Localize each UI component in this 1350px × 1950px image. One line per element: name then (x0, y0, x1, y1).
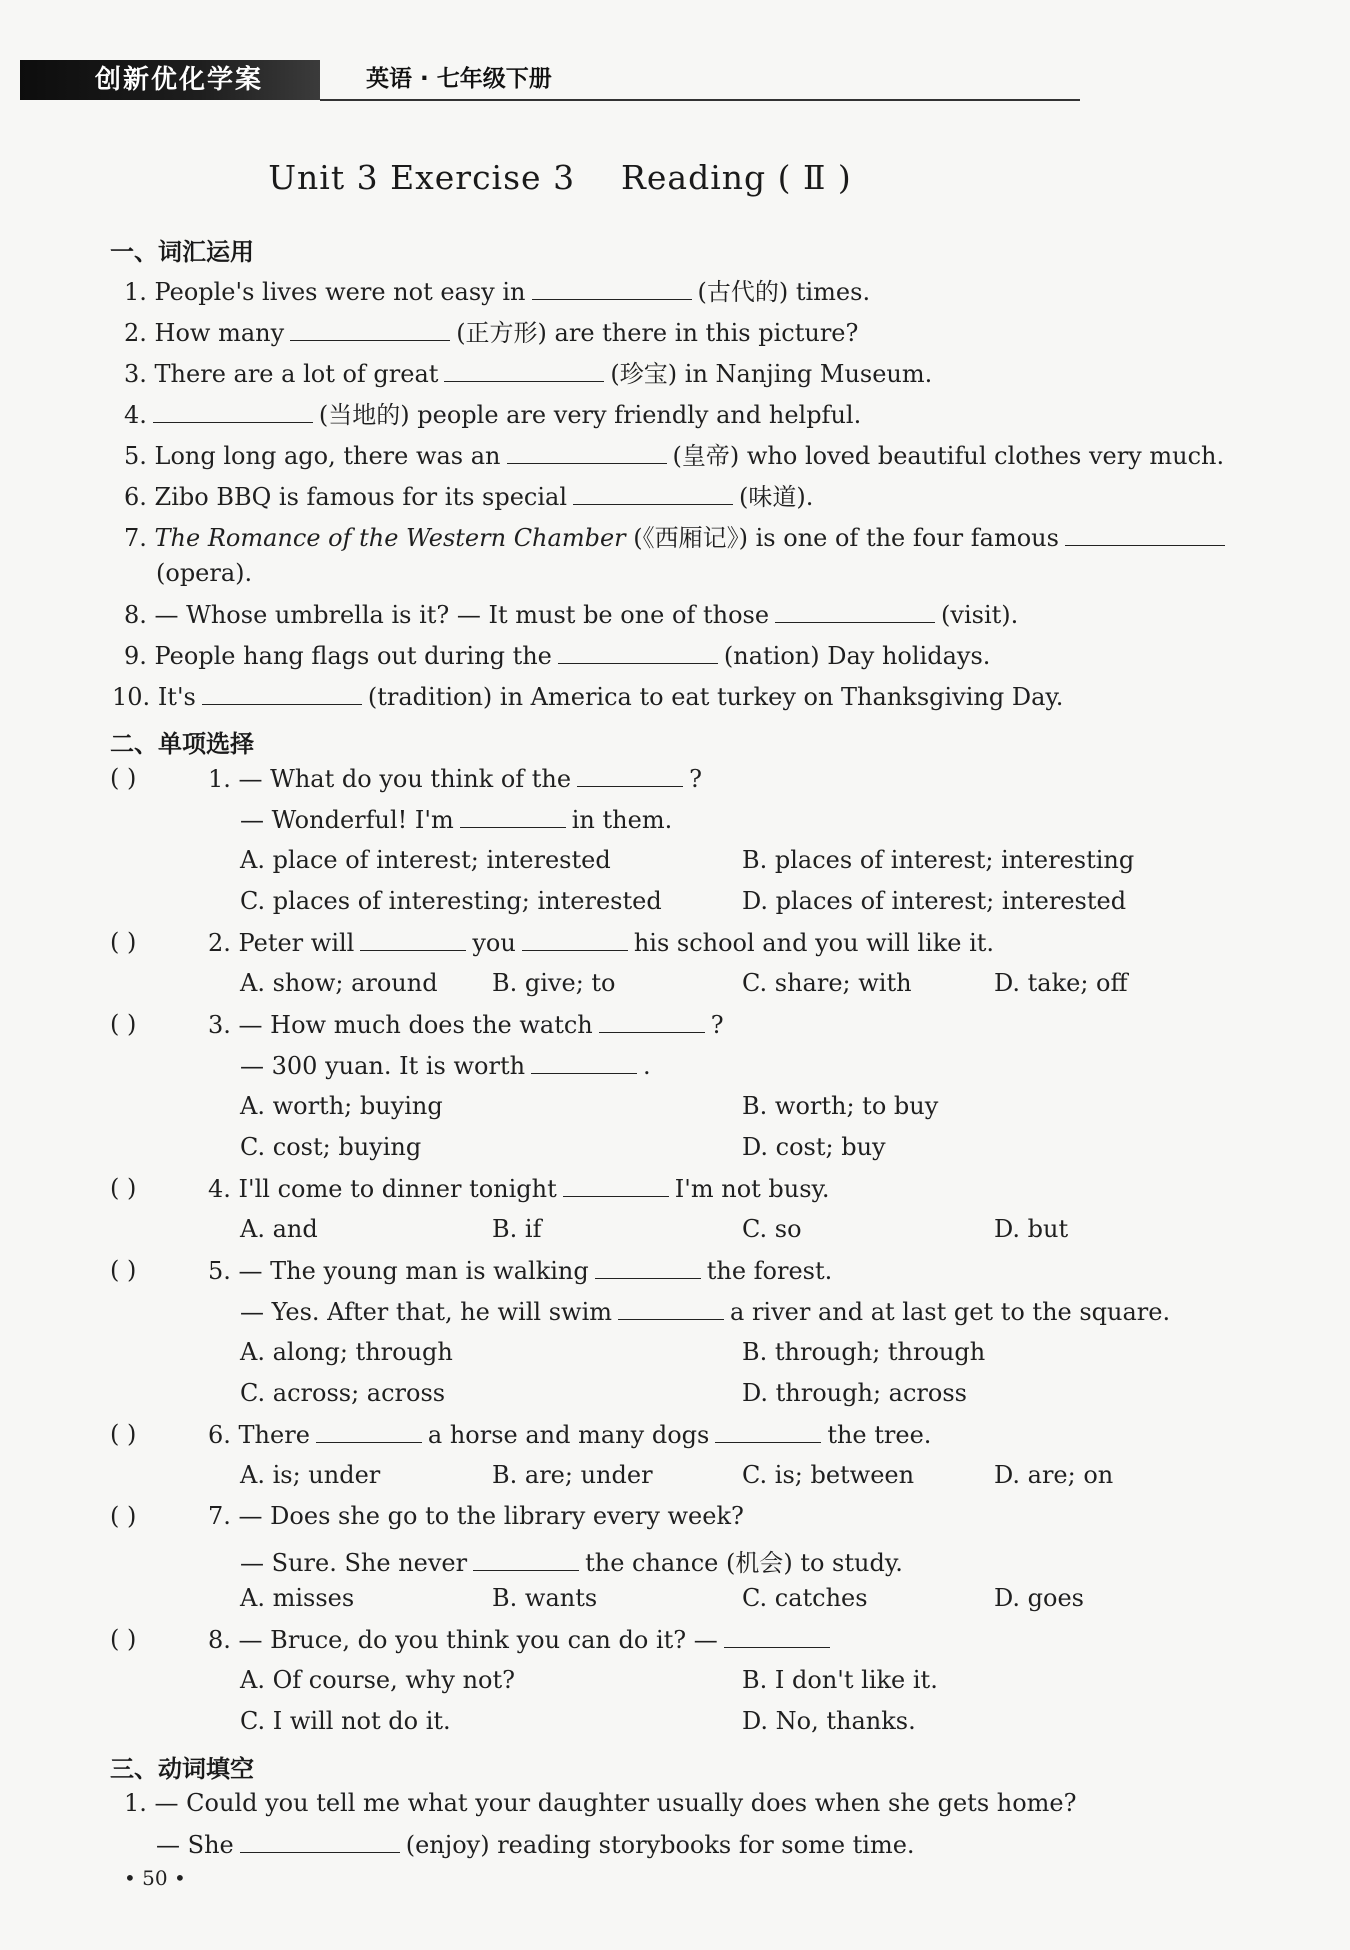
vocab-item: 9. People hang flags out during the (nation) Day holidays. (124, 642, 991, 670)
question: 3. — How much does the watch ? (208, 1011, 724, 1039)
option-c[interactable]: C. across; across (240, 1379, 446, 1407)
option-c[interactable]: C. places of interesting; interested (240, 887, 662, 915)
answer-bracket[interactable]: ( ) (110, 1502, 137, 1530)
question-line: — She (enjoy) reading storybooks for some time. (156, 1831, 915, 1859)
option-d[interactable]: D. are; on (994, 1461, 1114, 1489)
option-a[interactable]: A. show; around (240, 969, 438, 997)
option-c[interactable]: C. catches (742, 1584, 868, 1612)
vocab-item: 8. — Whose umbrella is it? — It must be one of those (visit). (124, 601, 1019, 629)
option-d[interactable]: D. places of interest; interested (742, 887, 1127, 915)
page-title: Unit 3 Exercise 3 Reading ( Ⅱ ) (268, 158, 852, 197)
option-d[interactable]: D. through; across (742, 1379, 967, 1407)
vocab-item-continuation: (opera). (156, 559, 253, 587)
answer-bracket[interactable]: ( ) (110, 1174, 137, 1202)
option-b[interactable]: B. through; through (742, 1338, 986, 1366)
answer-bracket[interactable]: ( ) (110, 1010, 137, 1038)
answer-blank[interactable] (599, 1010, 705, 1033)
answer-bracket[interactable]: ( ) (110, 764, 137, 792)
question-line: — Wonderful! I'm in them. (240, 806, 673, 834)
option-b[interactable]: B. wants (492, 1584, 598, 1612)
answer-bracket[interactable]: ( ) (110, 1256, 137, 1284)
option-a[interactable]: A. place of interest; interested (240, 846, 611, 874)
vocab-item: 6. Zibo BBQ is famous for its special (味道). (124, 483, 814, 511)
answer-bracket[interactable]: ( ) (110, 1625, 137, 1653)
option-c[interactable]: C. share; with (742, 969, 912, 997)
option-c[interactable]: C. I will not do it. (240, 1707, 451, 1735)
option-a[interactable]: A. and (240, 1215, 318, 1243)
answer-blank[interactable] (531, 1051, 637, 1074)
header-rule (320, 99, 1080, 101)
answer-blank[interactable] (577, 764, 683, 787)
option-d[interactable]: D. but (994, 1215, 1069, 1243)
answer-bracket[interactable]: ( ) (110, 1420, 137, 1448)
option-a[interactable]: A. Of course, why not? (240, 1666, 515, 1694)
answer-blank[interactable] (618, 1297, 724, 1320)
option-d[interactable]: D. goes (994, 1584, 1084, 1612)
option-b[interactable]: B. I don't like it. (742, 1666, 938, 1694)
option-d[interactable]: D. No, thanks. (742, 1707, 916, 1735)
subject-label: 英语 · 七年级下册 (366, 66, 552, 92)
answer-blank[interactable] (724, 1625, 830, 1648)
page-number: • 50 • (124, 1866, 186, 1890)
answer-blank[interactable] (460, 805, 566, 828)
option-b[interactable]: B. give; to (492, 969, 616, 997)
option-b[interactable]: B. are; under (492, 1461, 653, 1489)
question: 8. — Bruce, do you think you can do it? — (208, 1625, 836, 1654)
question: 7. — Does she go to the library every week? (208, 1502, 744, 1530)
answer-blank[interactable] (316, 1420, 422, 1443)
question-line: — Yes. After that, he will swim a river and at last get to the square. (240, 1298, 1171, 1326)
option-b[interactable]: B. places of interest; interesting (742, 846, 1135, 874)
option-a[interactable]: A. misses (240, 1584, 355, 1612)
answer-blank[interactable] (573, 482, 733, 505)
vocab-item: 1. People's lives were not easy in (古代的) times. (124, 278, 871, 306)
vocab-item: 7. The Romance of the Western Chamber (《西厢记》) is one of the four famous (124, 518, 1231, 553)
option-a[interactable]: A. along; through (240, 1338, 453, 1366)
option-c[interactable]: C. so (742, 1215, 802, 1243)
answer-blank[interactable] (522, 928, 628, 951)
question-line: — Sure. She never the chance (机会) to study. (240, 1549, 903, 1577)
question: 5. — The young man is walking the forest. (208, 1257, 833, 1285)
vocab-item: 2. How many (正方形) are there in this picture? (124, 319, 859, 347)
option-c[interactable]: C. is; between (742, 1461, 915, 1489)
option-b[interactable]: B. if (492, 1215, 542, 1243)
vocab-item: 3. There are a lot of great (珍宝) in Nanjing Museum. (124, 360, 933, 388)
answer-blank[interactable] (595, 1256, 701, 1279)
question: 1. — Could you tell me what your daughter usually does when she gets home? (124, 1789, 1077, 1817)
section-heading-multiple-choice: 二、单项选择 (110, 730, 254, 758)
question: 4. I'll come to dinner tonight I'm not busy. (208, 1175, 830, 1203)
answer-blank[interactable] (775, 600, 935, 623)
answer-blank[interactable] (360, 928, 466, 951)
answer-blank[interactable] (507, 441, 667, 464)
question: 6. There a horse and many dogs the tree. (208, 1421, 932, 1449)
option-a[interactable]: A. is; under (240, 1461, 381, 1489)
option-a[interactable]: A. worth; buying (240, 1092, 443, 1120)
answer-blank[interactable] (715, 1420, 821, 1443)
answer-blank[interactable] (202, 682, 362, 705)
answer-blank[interactable] (558, 641, 718, 664)
answer-blank[interactable] (473, 1548, 579, 1571)
answer-bracket[interactable]: ( ) (110, 928, 137, 956)
answer-blank[interactable] (153, 400, 313, 423)
vocab-item: 10. It's (tradition) in America to eat turkey on Thanksgiving Day. (112, 683, 1064, 711)
answer-blank[interactable] (532, 277, 692, 300)
answer-blank[interactable] (240, 1830, 400, 1853)
answer-blank[interactable] (290, 318, 450, 341)
question: 2. Peter will you his school and you will like it. (208, 929, 995, 957)
option-d[interactable]: D. take; off (994, 969, 1128, 997)
section-heading-vocabulary: 一、词汇运用 (110, 238, 254, 266)
question-line: — 300 yuan. It is worth . (240, 1052, 651, 1080)
vocab-item: 4. (当地的) people are very friendly and helpful. (124, 401, 862, 429)
option-d[interactable]: D. cost; buy (742, 1133, 886, 1161)
answer-blank[interactable] (1065, 523, 1225, 546)
answer-blank[interactable] (444, 359, 604, 382)
question: 1. — What do you think of the ? (208, 765, 702, 793)
option-c[interactable]: C. cost; buying (240, 1133, 422, 1161)
option-b[interactable]: B. worth; to buy (742, 1092, 939, 1120)
answer-blank[interactable] (563, 1174, 669, 1197)
vocab-item: 5. Long long ago, there was an (皇帝) who loved beautiful clothes very much. (124, 442, 1225, 470)
brand-logo-text: 创新优化学案 (95, 65, 264, 95)
section-heading-verb-fill: 三、动词填空 (110, 1755, 254, 1783)
